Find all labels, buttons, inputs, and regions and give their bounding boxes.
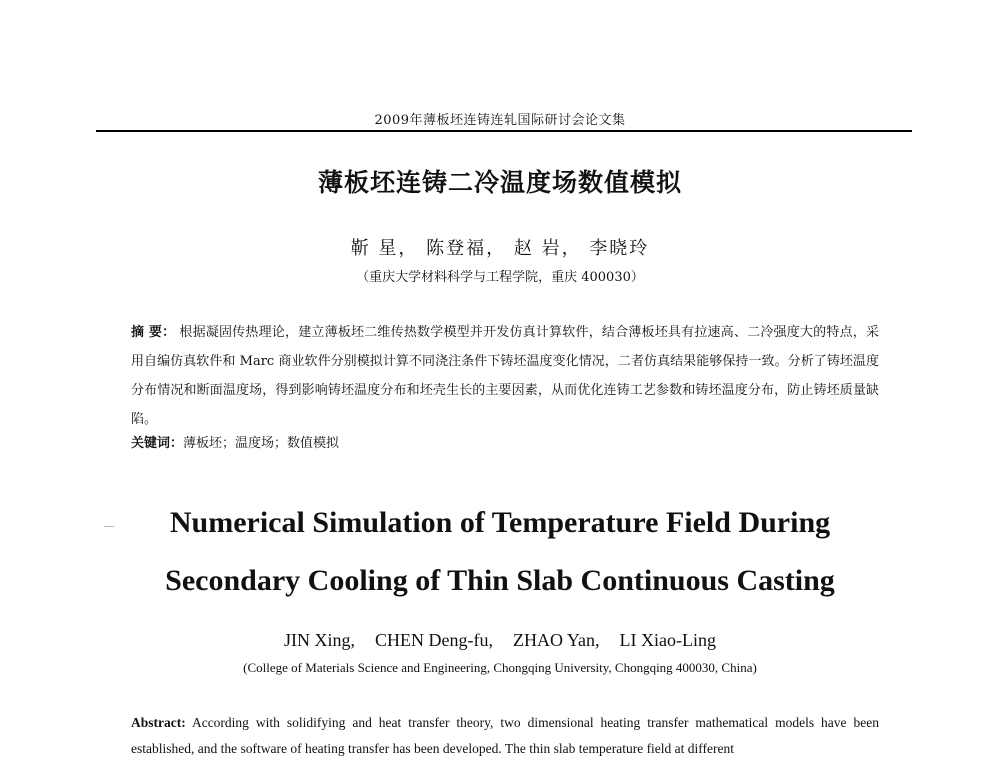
proceedings-header: 2009年薄板坯连铸连轧国际研讨会论文集 [374, 113, 626, 128]
author-name: ZHAO Yan, [513, 630, 600, 650]
english-abstract-text: According with solidifying and heat transfer theory, two dimensional heating transfer mathematical models have been established, and the software of heating transfer has been developed. The thin slab temperature field at different [131, 715, 879, 756]
author-name: LI Xiao-Ling [619, 630, 716, 650]
english-affiliation: (College of Materials Science and Engineering, Chongqing University, Chongqing 400030, China) [243, 660, 757, 675]
header-rule [96, 130, 912, 132]
english-authors [0, 630, 1000, 651]
chinese-keywords [131, 433, 879, 455]
chinese-title: 薄板坯连铸二冷温度场数值模拟 [317, 168, 682, 197]
english-abstract [131, 710, 879, 762]
english-title-line-1: Numerical Simulation of Temperature Field During [169, 506, 831, 539]
author-name: CHEN Deng-fu, [375, 630, 493, 650]
english-abstract-label: Abstract: [131, 715, 186, 730]
chinese-abstract-text: 根据凝固传热理论，建立薄板坯二维传热数学模型并开发仿真计算软件，结合薄板坯具有拉速高、二冷强度大的特点，采用自编仿真软件和 Marc 商业软件分别模拟计算不同浇注条件下铸坯温度变化情况，二者仿真结果能够保持一致。分析了铸坯温度分布情况和断面温度场，得到影响铸坯温度分布和坯壳生长的主要因素，从而优化连铸工艺参数和铸坯温度分布，防止铸坯质量缺陷。 [131, 325, 879, 427]
english-title-line-2: Secondary Cooling of Thin Slab Continuous Casting [165, 564, 835, 597]
author-name: JIN Xing, [284, 630, 356, 650]
chinese-abstract-label: 摘 要： [131, 325, 176, 340]
english-title [0, 494, 1000, 610]
chinese-authors: 靳 星， 陈登福， 赵 岩， 李晓玲 [350, 238, 650, 259]
chinese-keywords-text: 薄板坯；温度场；数值模拟 [183, 436, 340, 451]
chinese-keywords-label: 关键词： [131, 436, 184, 451]
chinese-affiliation: （重庆大学材料科学与工程学院，重庆 400030） [356, 270, 644, 285]
chinese-abstract [131, 318, 879, 434]
